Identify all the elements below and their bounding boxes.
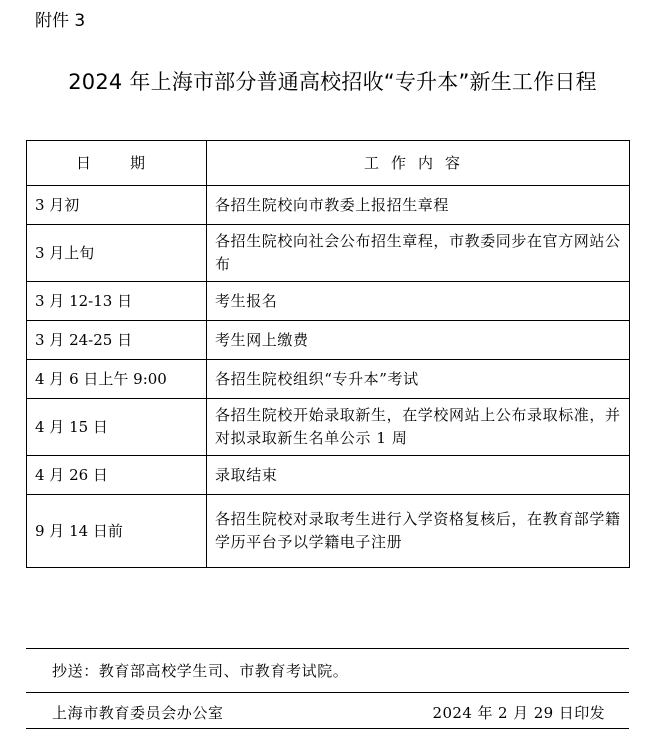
table-row [27,282,630,321]
issue-date: 2024 年 2 月 29 日印发 [432,704,605,722]
row-content: 各招生院校向社会公布招生章程，市教委同步在官方网站公布 [207,225,630,282]
row-date: 3 月 12-13 日 [27,282,207,321]
row-date: 9 月 14 日前 [27,495,207,568]
column-header-content: 工作内容 [207,141,630,186]
row-content: 各招生院校对录取考生进行入学资格复核后，在教育部学籍学历平台予以学籍电子注册 [207,495,630,568]
row-date: 3 月上旬 [27,225,207,282]
row-content: 各招生院校开始录取新生，在学校网站上公布录取标准，并对拟录取新生名单公示 1 周 [207,399,630,456]
table-row [27,186,630,225]
table-row [27,360,630,399]
row-content: 各招生院校组织“专升本”考试 [207,360,630,399]
table-row [27,456,630,495]
row-date: 4 月 26 日 [27,456,207,495]
attachment-label: 附件 3 [35,11,86,31]
row-date: 3 月初 [27,186,207,225]
table-row [27,495,630,568]
column-header-date: 日 期 [27,141,207,186]
document-title: 2024 年上海市部分普通高校招收“专升本”新生工作日程 [68,70,597,94]
row-date: 4 月 15 日 [27,399,207,456]
footer-bottom-rule [26,728,629,729]
table-row [27,321,630,360]
row-content: 考生网上缴费 [207,321,630,360]
row-date: 4 月 6 日上午 9:00 [27,360,207,399]
schedule-table [26,140,630,568]
footer-middle-rule [26,692,629,693]
row-content: 考生报名 [207,282,630,321]
footer-top-rule [26,648,629,649]
row-content: 各招生院校向市教委上报招生章程 [207,186,630,225]
cc-line: 抄送：教育部高校学生司、市教育考试院。 [52,662,349,680]
table-row [27,399,630,456]
table-row [27,225,630,282]
table-header-row [27,141,630,186]
issuing-office: 上海市教育委员会办公室 [52,704,224,722]
row-content: 录取结束 [207,456,630,495]
row-date: 3 月 24-25 日 [27,321,207,360]
